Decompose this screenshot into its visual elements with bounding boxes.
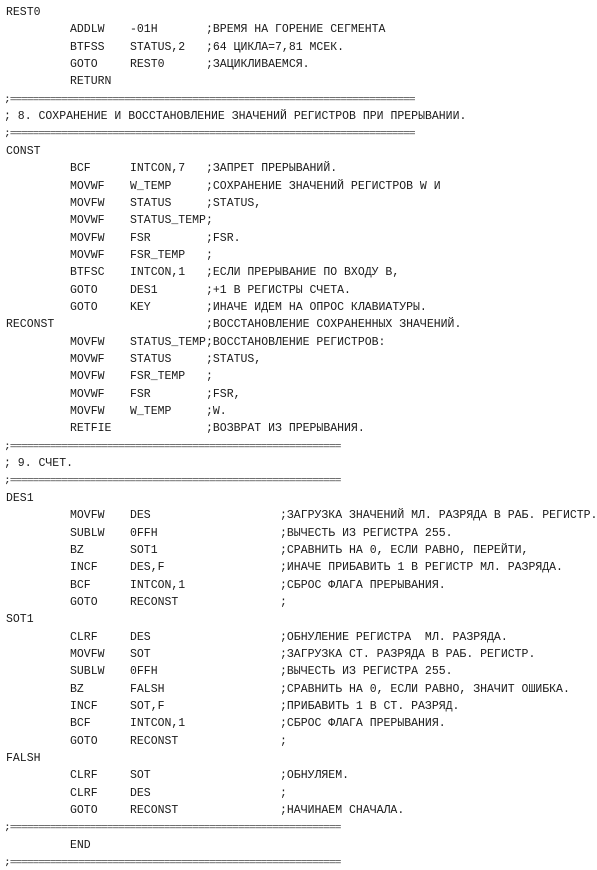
code-operand: STATUS,2 — [130, 40, 186, 54]
code-comment: ; — [206, 370, 213, 384]
code-operand: STATUS — [130, 196, 172, 210]
code-operand: SOT — [130, 769, 151, 783]
code-opcode: GOTO — [70, 58, 98, 72]
code-operand: 0FFH — [130, 526, 158, 540]
code-opcode: MOVWF — [70, 387, 105, 401]
code-opcode: MOVFW — [70, 231, 105, 245]
code-comment: ;ВОЗВРАТ ИЗ ПРЕРЫВАНИЯ. — [206, 422, 365, 436]
code-operand: FALSH — [130, 682, 165, 696]
code-comment: ;НАЧИНАЕМ СНАЧАЛА. — [280, 804, 405, 818]
separator-text: ;========================================================== — [4, 857, 341, 868]
code-comment: ;ИНАЧЕ ИДЕМ НА ОПРОС КЛАВИАТУРЫ. — [206, 300, 427, 314]
code-label: REST0 — [6, 6, 41, 19]
code-opcode: MOVFW — [70, 405, 105, 419]
code-comment: ;STATUS, — [206, 353, 262, 366]
separator-text: ;======================================================================= — [4, 128, 415, 140]
code-operand: DES1 — [130, 283, 158, 297]
code-opcode: END — [70, 838, 91, 852]
code-operand: SOT1 — [130, 543, 158, 557]
code-opcode: INCF — [70, 561, 98, 575]
code-operand: FSR — [130, 387, 151, 401]
code-operand: FSR — [130, 231, 151, 245]
code-comment: ;СОХРАНЕНИЕ ЗНАЧЕНИЙ РЕГИСТРОВ W И — [206, 179, 441, 193]
code-operand: REST0 — [130, 58, 165, 72]
code-opcode: GOTO — [70, 300, 98, 314]
code-operand: INTCON,1 — [130, 266, 186, 280]
code-comment: ;ОБНУЛЯЕМ. — [280, 769, 350, 783]
code-comment: ;ВОССТАНОВЛЕНИЕ СОХРАНЕННЫХ ЗНАЧЕНИЙ. — [206, 318, 462, 332]
code-opcode: MOVFW — [70, 647, 105, 661]
code-opcode: MOVFW — [70, 196, 105, 210]
code-opcode: MOVWF — [70, 248, 105, 262]
section-heading-text: ; 8. СОХРАНЕНИЕ И ВОССТАНОВЛЕНИЕ ЗНАЧЕНИЙ РЕГИСТРОВ ПРИ ПРЕРЫВАНИИ. — [4, 110, 467, 124]
code-comment: ;ИНАЧЕ ПРИБАВИТЬ 1 В РЕГИСТР МЛ. РАЗРЯДА. — [280, 561, 563, 575]
code-opcode: GOTO — [70, 734, 98, 748]
code-operand: SOT,F — [130, 700, 165, 713]
code-comment: ;ВРЕМЯ НА ГОРЕНИЕ СЕГМЕНТА — [206, 23, 386, 37]
code-opcode: CLRF — [70, 630, 98, 644]
code-comment: ;ПРИБАВИТЬ 1 В СТ. РАЗРЯД. — [280, 700, 460, 713]
code-comment: ;ЗАЦИКЛИВАЕМСЯ. — [206, 58, 310, 72]
code-opcode: CLRF — [70, 786, 98, 800]
code-operand: W_TEMP — [130, 179, 172, 193]
code-opcode: MOVFW — [70, 370, 105, 384]
code-opcode: MOVFW — [70, 509, 105, 523]
code-label: SOT1 — [6, 613, 34, 627]
code-operand: RECONST — [130, 595, 179, 609]
code-opcode: MOVWF — [70, 179, 105, 193]
code-label: RECONST — [6, 318, 55, 332]
code-comment: ;ЕСЛИ ПРЕРЫВАНИЕ ПО ВХОДУ В, — [206, 266, 400, 280]
code-operand: STATUS_TEMP — [130, 335, 206, 349]
code-comment: ;ЗАПРЕТ ПРЕРЫВАНИЙ. — [206, 162, 338, 176]
code-operand: DES — [130, 630, 151, 644]
code-opcode: SUBLW — [70, 665, 105, 679]
separator-text: ;======================================================================= — [4, 94, 415, 105]
code-opcode: ADDLW — [70, 23, 105, 37]
code-opcode: MOVWF — [70, 214, 105, 228]
code-comment: ;СБРОС ФЛАГА ПРЕРЫВАНИЯ. — [280, 717, 446, 731]
code-label: DES1 — [6, 491, 34, 505]
code-comment: ;ВОССТАНОВЛЕНИЕ РЕГИСТРОВ: — [206, 335, 386, 349]
code-operand: FSR_TEMP — [130, 248, 186, 262]
code-comment: ; — [206, 214, 213, 228]
code-opcode: MOVWF — [70, 353, 105, 366]
code-comment: ;+1 В РЕГИСТРЫ СЧЕТА. — [206, 283, 351, 297]
code-opcode: GOTO — [70, 283, 98, 297]
code-opcode: GOTO — [70, 595, 98, 609]
section-heading-text: ; 9. СЧЕТ. — [4, 457, 74, 471]
code-operand: DES — [130, 786, 151, 800]
code-operand: INTCON,1 — [130, 717, 186, 731]
code-comment: ;ОБНУЛЕНИЕ РЕГИСТРА МЛ. РАЗРЯДА. — [280, 630, 508, 644]
code-operand: DES,F — [130, 561, 165, 575]
code-operand: DES — [130, 509, 151, 523]
code-opcode: CLRF — [70, 769, 98, 783]
code-opcode: RETFIE — [70, 422, 112, 436]
code-comment: ;FSR. — [206, 231, 241, 245]
code-comment: ; — [280, 595, 287, 609]
code-comment: ;СРАВНИТЬ НА 0, ЕСЛИ РАВНО, ЗНАЧИТ ОШИБКА. — [280, 682, 570, 696]
code-operand: RECONST — [130, 804, 179, 818]
code-comment: ;64 ЦИКЛА=7,81 МСЕК. — [206, 40, 345, 54]
code-comment: ;ВЫЧЕСТЬ ИЗ РЕГИСТРА 255. — [280, 665, 453, 679]
code-operand: STATUS — [130, 353, 172, 366]
code-comment: ; — [206, 248, 213, 262]
code-operand: FSR_TEMP — [130, 370, 186, 384]
code-opcode: BCF — [70, 162, 91, 176]
separator-text: ;========================================================== — [4, 475, 341, 487]
code-operand: -01H — [130, 23, 158, 37]
code-opcode: BZ — [70, 543, 84, 557]
separator-text: ;========================================================== — [4, 822, 341, 834]
code-operand: W_TEMP — [130, 405, 172, 419]
code-comment: ;W. — [206, 405, 227, 419]
code-opcode: BTFSC — [70, 266, 105, 280]
separator-text: ;========================================================== — [4, 441, 341, 452]
code-label: FALSH — [6, 752, 41, 766]
code-comment: ;ЗАГРУЗКА СТ. РАЗРЯДА В РАБ. РЕГИСТР. — [280, 647, 536, 661]
code-opcode: BCF — [70, 578, 91, 592]
code-comment: ; — [280, 734, 287, 748]
code-operand: SOT — [130, 647, 151, 661]
code-opcode: BZ — [70, 682, 84, 696]
code-operand: INTCON,7 — [130, 162, 186, 176]
code-opcode: SUBLW — [70, 526, 105, 540]
code-opcode: MOVFW — [70, 335, 105, 349]
code-operand: STATUS_TEMP — [130, 214, 206, 228]
code-opcode: RETURN — [70, 75, 112, 89]
code-opcode: BCF — [70, 717, 91, 731]
code-operand: RECONST — [130, 734, 179, 748]
code-comment: ;СБРОС ФЛАГА ПРЕРЫВАНИЯ. — [280, 578, 446, 592]
code-comment: ;ВЫЧЕСТЬ ИЗ РЕГИСТРА 255. — [280, 526, 453, 540]
code-operand: 0FFH — [130, 665, 158, 679]
code-operand: INTCON,1 — [130, 578, 186, 592]
code-comment: ;СРАВНИТЬ НА 0, ЕСЛИ РАВНО, ПЕРЕЙТИ, — [280, 543, 529, 557]
code-comment: ; — [280, 786, 287, 800]
code-comment: ;STATUS, — [206, 196, 262, 210]
code-opcode: INCF — [70, 700, 98, 713]
code-opcode: BTFSS — [70, 40, 105, 54]
code-comment: ;FSR, — [206, 387, 241, 401]
code-opcode: GOTO — [70, 804, 98, 818]
code-label: CONST — [6, 144, 41, 158]
code-operand: KEY — [130, 300, 151, 314]
code-comment: ;ЗАГРУЗКА ЗНАЧЕНИЙ МЛ. РАЗРЯДА В РАБ. РЕГИСТР. — [280, 509, 597, 523]
